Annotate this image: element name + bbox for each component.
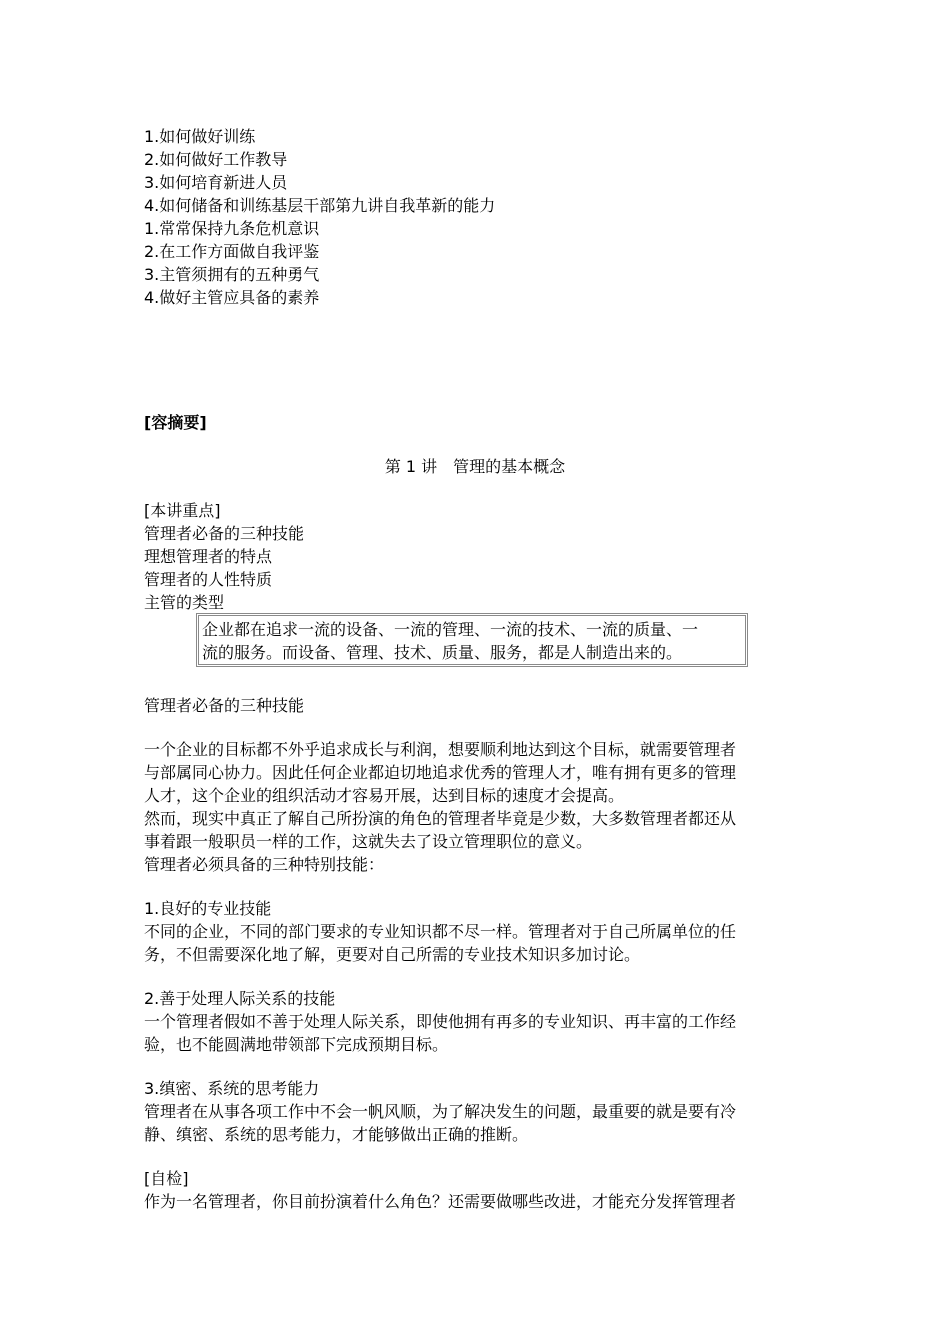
summary-heading: [容摘要] [144,413,207,432]
key-point-item: 理想管理者的特点 [144,547,273,566]
self-check-label: [自检] [144,1169,189,1188]
paragraph-line: 与部属同心协力。因此任何企业都迫切地追求优秀的管理人才，唯有拥有更多的管理 [144,763,737,782]
skill-title: 2.善于处理人际关系的技能 [144,989,336,1008]
toc-item: 4.如何储备和训练基层干部第九讲自我革新的能力 [144,196,496,215]
skill-title: 3.缜密、系统的思考能力 [144,1079,320,1098]
key-point-item: 管理者的人性特质 [144,570,273,589]
key-points-label: [本讲重点] [144,501,221,520]
toc-item: 4.做好主管应具备的素养 [144,288,320,307]
toc-item: 2.在工作方面做自我评鉴 [144,242,320,261]
toc-item: 3.主管须拥有的五种勇气 [144,265,320,284]
paragraph-line: 一个企业的目标都不外乎追求成长与利润，想要顺利地达到这个目标，就需要管理者 [144,740,737,759]
key-point-item: 管理者必备的三种技能 [144,524,305,543]
paragraph-line: 作为一名管理者，你目前扮演着什么角色？还需要做哪些改进，才能充分发挥管理者 [144,1192,737,1211]
paragraph-line: 静、缜密、系统的思考能力，才能够做出正确的推断。 [144,1125,529,1144]
skill-title: 1.良好的专业技能 [144,899,272,918]
paragraph-line: 事着跟一般职员一样的工作，这就失去了设立管理职位的意义。 [144,832,593,851]
callout-line: 企业都在追求一流的设备、一流的管理、一流的技术、一流的质量、一 [202,620,699,639]
paragraph-line: 管理者必须具备的三种特别技能： [144,855,385,874]
paragraph-line: 人才，这个企业的组织活动才容易开展，达到目标的速度才会提高。 [144,786,625,805]
paragraph-line: 一个管理者假如不善于处理人际关系，即使他拥有再多的专业知识、再丰富的工作经 [144,1012,737,1031]
toc-item: 1.常常保持九条危机意识 [144,219,320,238]
section-heading: 管理者必备的三种技能 [144,696,305,715]
lecture-title: 第 1 讲 管理的基本概念 [384,457,566,476]
toc-item: 1.如何做好训练 [144,127,256,146]
paragraph-line: 管理者在从事各项工作中不会一帆风顺，为了解决发生的问题，最重要的就是要有冷 [144,1102,737,1121]
paragraph-line: 然而，现实中真正了解自己所扮演的角色的管理者毕竟是少数，大多数管理者都还从 [144,809,737,828]
toc-item: 2.如何做好工作教导 [144,150,288,169]
toc-item: 3.如何培育新进人员 [144,173,288,192]
callout-box [196,613,748,667]
key-point-item: 主管的类型 [144,593,225,612]
paragraph-line: 务，不但需要深化地了解，更要对自己所需的专业技术知识多加讨论。 [144,945,641,964]
paragraph-line: 不同的企业，不同的部门要求的专业知识都不尽一样。管理者对于自己所属单位的任 [144,922,737,941]
paragraph-line: 验，也不能圆满地带领部下完成预期目标。 [144,1035,449,1054]
callout-line: 流的服务。而设备、管理、技术、质量、服务，都是人制造出来的。 [202,643,683,662]
